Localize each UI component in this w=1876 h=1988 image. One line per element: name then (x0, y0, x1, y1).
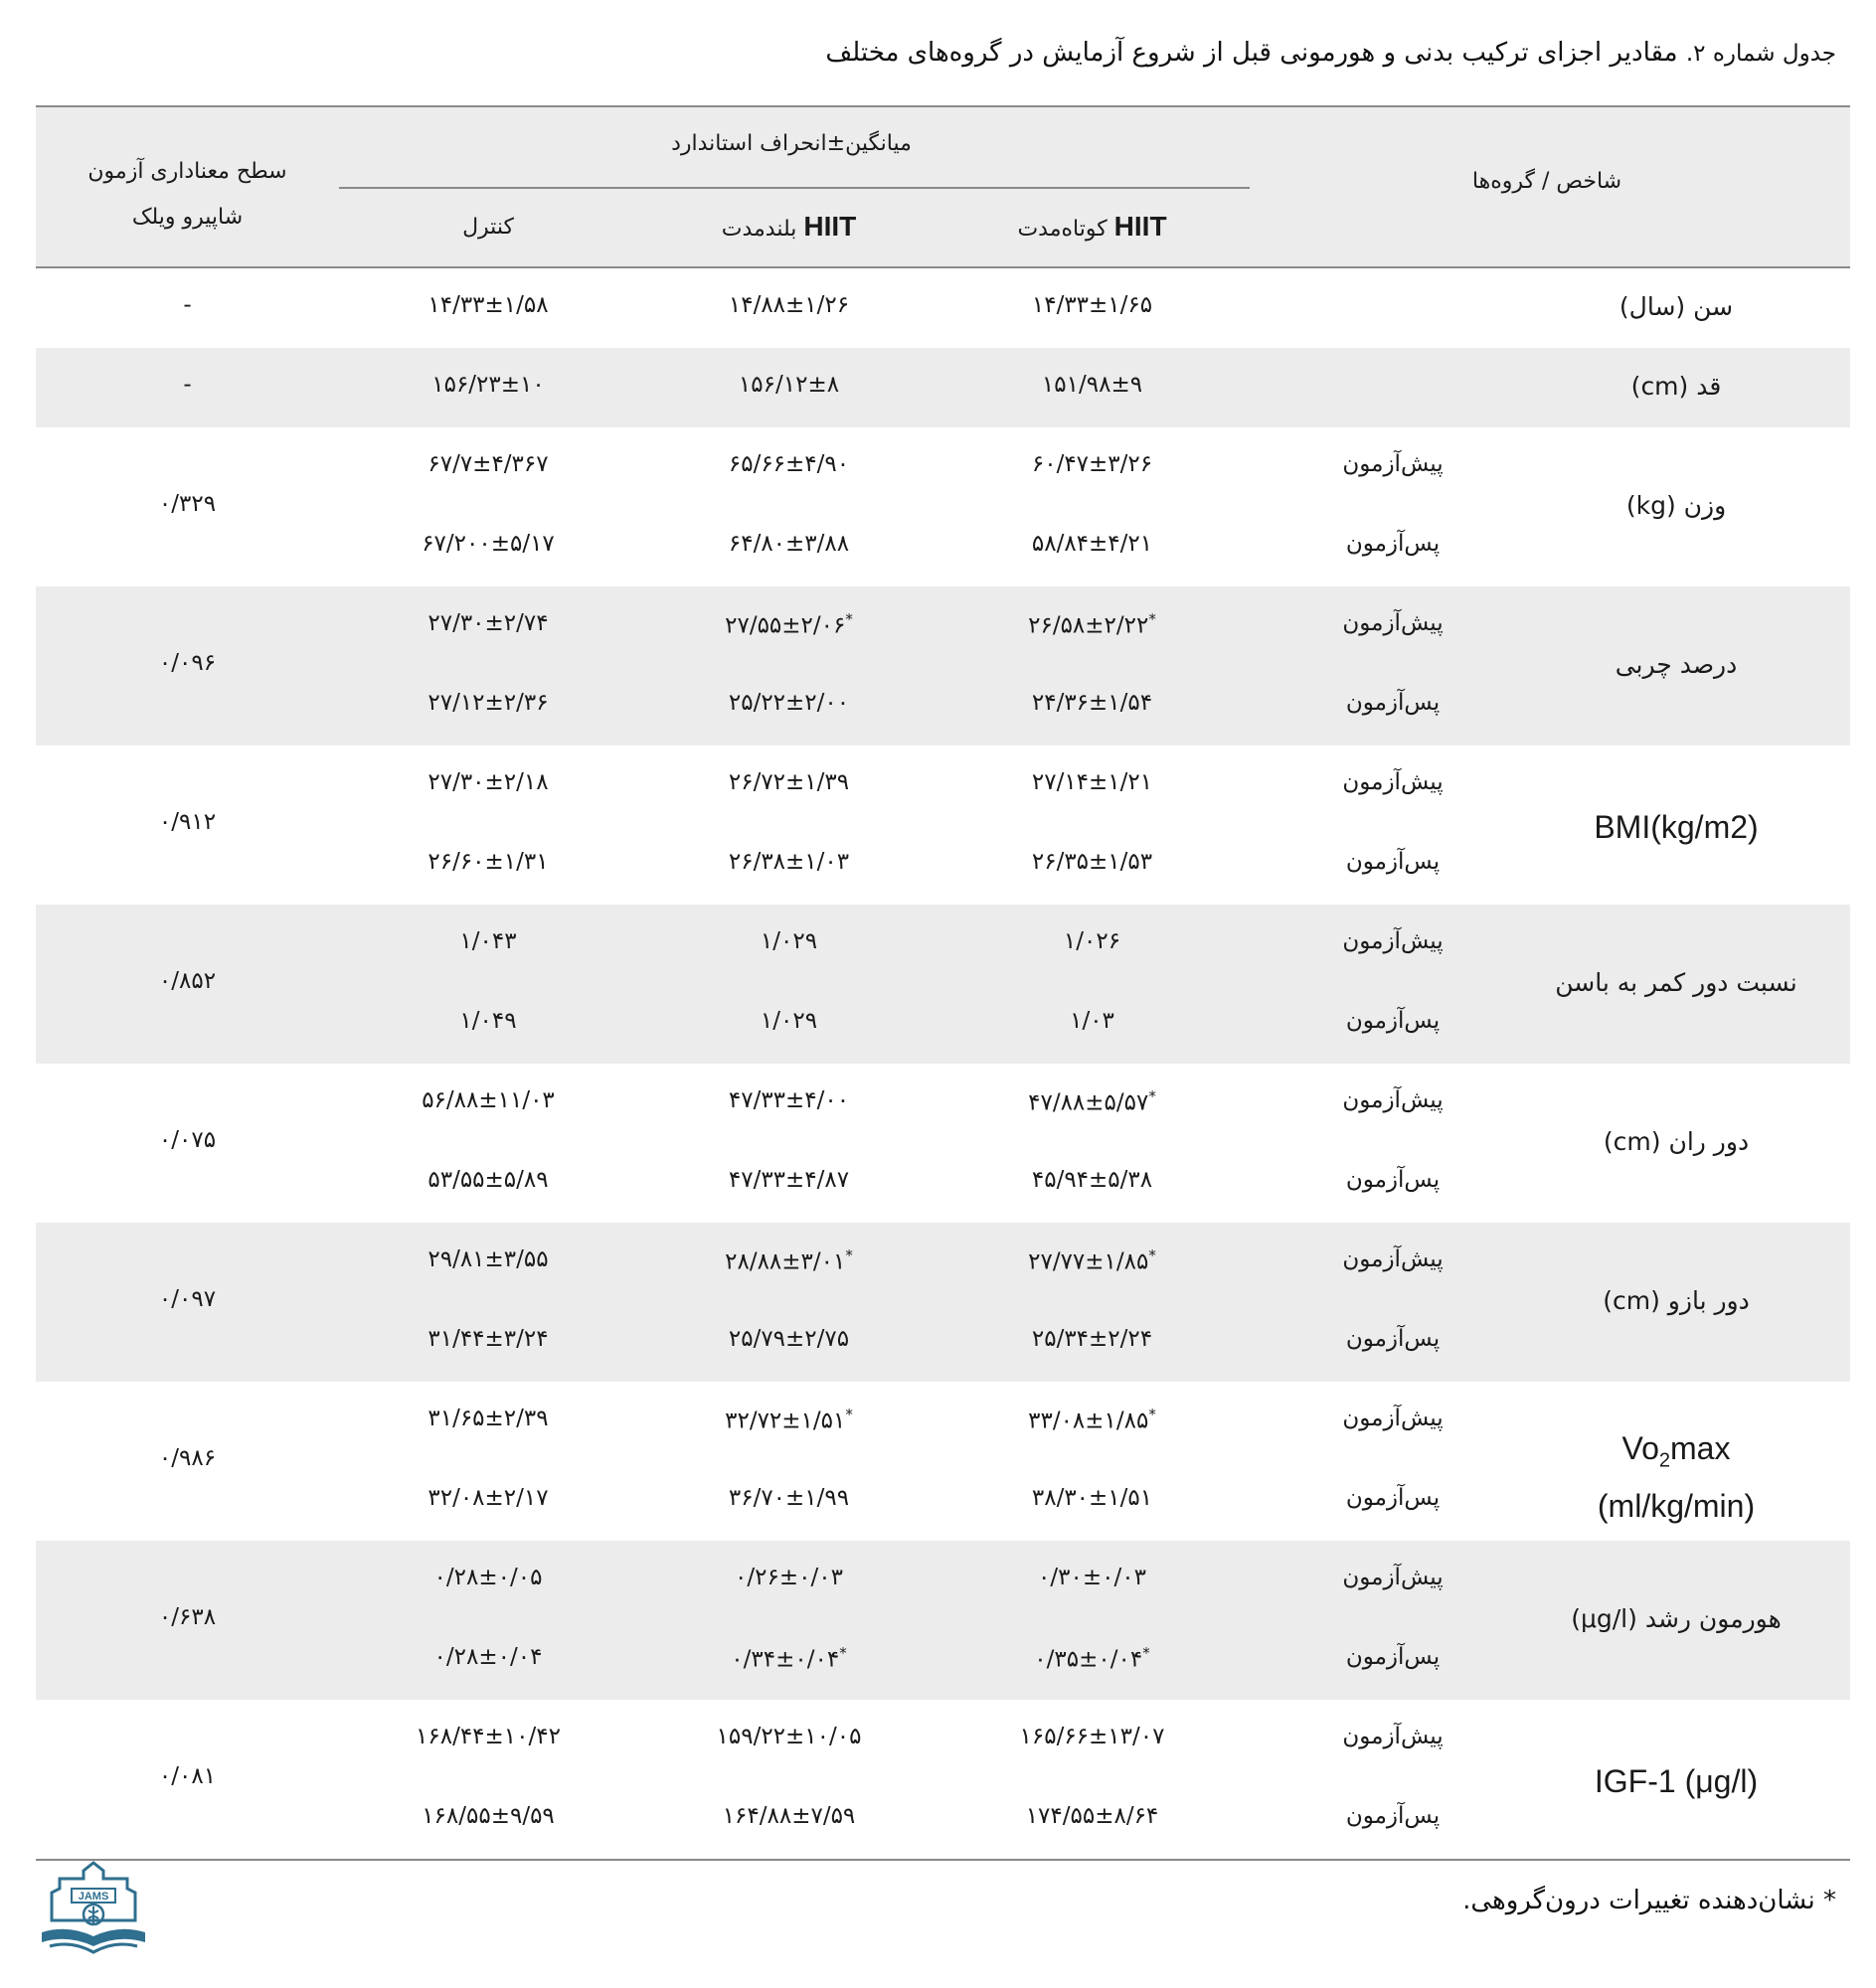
short-hiit-post: ۴۵/۹۴±۵/۳۸ (1031, 1167, 1153, 1193)
pre-test-label: پیش‌آزمون (1342, 928, 1444, 954)
control-post: ۲۷/۱۲±۲/۳۶ (427, 690, 549, 716)
header-short-hiit (940, 211, 1244, 243)
long-hiit-pre: ۴۷/۳۳±۴/۰۰ (728, 1087, 850, 1113)
short-hiit-pre: ۶۰/۴۷±۳/۲۶ (1031, 451, 1153, 477)
post-test-label: پس‌آزمون (1345, 1008, 1441, 1034)
significance-star: * (839, 1644, 847, 1662)
row-name: سن (سال) (1619, 292, 1734, 321)
long-hiit-post: ۳۶/۷۰±۱/۹۹ (728, 1485, 850, 1511)
short-hiit-value: ۱۴/۳۳±۱/۶۵ (1031, 292, 1153, 318)
short-hiit-pre: ۳۳/۰۸±۱/۸۵ (1028, 1408, 1149, 1434)
significance-star: * (845, 610, 853, 628)
control-post: ۱/۰۴۹ (459, 1008, 517, 1034)
long-hiit-post: ۴۷/۳۳±۴/۸۷ (728, 1167, 850, 1193)
short-hiit-pre: ۰/۳۰±۰/۰۳ (1038, 1565, 1146, 1590)
pre-test-label: پیش‌آزمون (1342, 1087, 1444, 1113)
long-hiit-post: ۰/۳۴±۰/۰۴ (731, 1646, 840, 1673)
post-test-label: پس‌آزمون (1345, 1803, 1441, 1829)
significance-star: * (1148, 1406, 1156, 1423)
significance-value: ۰/۹۱۲ (158, 809, 217, 835)
significance-star: * (1142, 1644, 1150, 1662)
control-post: ۲۶/۶۰±۱/۳۱ (427, 849, 549, 875)
control-pre: ۵۶/۸۸±۱۱/۰۳ (422, 1087, 555, 1113)
data-table (36, 105, 1850, 1861)
post-test-label: پس‌آزمون (1345, 849, 1441, 875)
header-significance-line1: سطح معناداری آزمون (87, 159, 287, 184)
table-caption (40, 38, 1836, 68)
jams-logo (36, 1859, 151, 1958)
long-hiit-value: ۱۴/۸۸±۱/۲۶ (728, 292, 850, 318)
long-hiit-pre: ۲۶/۷۲±۱/۳۹ (728, 769, 850, 795)
table-bottom-rule (36, 1859, 1850, 1861)
table-row (36, 1382, 1850, 1541)
short-hiit-post: ۱/۰۳ (1070, 1008, 1114, 1034)
control-value: ۱۴/۳۳±۱/۵۸ (427, 292, 549, 318)
short-hiit-pre-cell (940, 1087, 1244, 1116)
short-hiit-pre-cell (940, 610, 1244, 639)
significance-value: - (183, 372, 192, 398)
control-pre: ۳۱/۶۵±۲/۳۹ (427, 1406, 549, 1431)
pre-test-label: پیش‌آزمون (1342, 769, 1444, 795)
long-hiit-pre-cell (637, 1406, 940, 1434)
significance-value: ۰/۸۵۲ (158, 968, 217, 994)
long-hiit-value: ۱۵۶/۱۲±۸ (738, 372, 840, 398)
header-significance-line2: شاپیرو ویلک (131, 205, 244, 230)
control-post: ۳۲/۰۸±۲/۱۷ (427, 1485, 549, 1511)
control-post: ۵۳/۵۵±۵/۸۹ (427, 1167, 549, 1193)
pre-test-label: پیش‌آزمون (1342, 451, 1444, 477)
pre-test-label: پیش‌آزمون (1342, 1406, 1444, 1431)
significance-value: ۰/۰۹۶ (158, 650, 217, 676)
short-hiit-pre: ۲۷/۱۴±۱/۲۱ (1031, 769, 1153, 795)
table-row (36, 268, 1850, 348)
vo2-subscript: 2 (1658, 1449, 1671, 1472)
short-hiit-pre: ۲۷/۷۷±۱/۸۵ (1028, 1248, 1149, 1275)
long-hiit-post: ۱/۰۲۹ (760, 1008, 818, 1034)
short-hiit-pre: ۲۶/۵۸±۲/۲۲ (1028, 612, 1149, 639)
table-header (36, 105, 1850, 268)
control-post: ۱۶۸/۵۵±۹/۵۹ (422, 1803, 555, 1829)
pre-test-label: پیش‌آزمون (1342, 1246, 1444, 1272)
significance-star: * (845, 1246, 853, 1264)
pre-test-label: پیش‌آزمون (1342, 1724, 1444, 1749)
short-hiit-pre: ۴۷/۸۸±۵/۵۷ (1028, 1089, 1149, 1116)
table-row (36, 1223, 1850, 1382)
long-hiit-post: ۲۶/۳۸±۱/۰۳ (728, 849, 850, 875)
control-value: ۱۵۶/۲۳±۱۰ (431, 372, 545, 398)
long-hiit-pre: ۰/۲۶±۰/۰۳ (735, 1565, 843, 1590)
short-hiit-post: ۱۷۴/۵۵±۸/۶۴ (1025, 1803, 1159, 1829)
significance-value: - (183, 292, 192, 318)
table-row (36, 586, 1850, 746)
long-hiit-pre-cell (637, 1246, 940, 1275)
short-hiit-post: ۲۶/۳۵±۱/۵۳ (1031, 849, 1153, 875)
significance-star: * (1148, 610, 1156, 628)
caption-label: جدول شماره ۲. (1685, 41, 1836, 67)
long-hiit-post: ۶۴/۸۰±۳/۸۸ (728, 531, 850, 557)
vo2-name-a: Vo (1621, 1430, 1659, 1466)
short-hiit-post: ۲۴/۳۶±۱/۵۴ (1031, 690, 1153, 716)
header-long-hiit-label: HIIT (803, 211, 857, 242)
header-control: کنترل (462, 215, 514, 240)
row-name: وزن (kg) (1625, 491, 1727, 520)
row-name (1502, 1425, 1850, 1529)
row-name: IGF-1 (μg/l) (1594, 1763, 1759, 1799)
control-post: ۰/۲۸±۰/۰۴ (433, 1644, 543, 1670)
control-post: ۶۷/۲۰۰±۵/۱۷ (422, 531, 555, 557)
row-name: درصد چربی (1615, 650, 1738, 679)
long-hiit-pre: ۲۸/۸۸±۳/۰۱ (725, 1248, 846, 1275)
control-pre: ۶۷/۷±۴/۳۶۷ (427, 451, 549, 477)
significance-value: ۰/۶۳۸ (158, 1604, 217, 1630)
vo2-name-b: max (1670, 1430, 1731, 1466)
long-hiit-pre: ۶۵/۶۶±۴/۹۰ (728, 451, 850, 477)
short-hiit-post: ۵۸/۸۴±۴/۲۱ (1031, 531, 1153, 557)
pre-test-label: پیش‌آزمون (1342, 1565, 1444, 1590)
long-hiit-pre: ۱/۰۲۹ (760, 928, 818, 954)
significance-value: ۰/۹۸۶ (158, 1445, 217, 1471)
short-hiit-post-cell (940, 1644, 1244, 1673)
table-row (36, 905, 1850, 1064)
long-hiit-pre: ۱۵۹/۲۲±۱۰/۰۵ (716, 1724, 862, 1749)
header-long-suffix: بلندمدت (721, 217, 797, 242)
vo2-unit: (ml/kg/min) (1597, 1488, 1756, 1525)
long-hiit-pre-cell (637, 610, 940, 639)
control-pre: ۲۷/۳۰±۲/۱۸ (427, 769, 549, 795)
post-test-label: پس‌آزمون (1345, 1485, 1441, 1511)
long-hiit-post: ۲۵/۷۹±۲/۷۵ (728, 1326, 850, 1352)
short-hiit-value: ۱۵۱/۹۸±۹ (1041, 372, 1143, 398)
significance-value: ۰/۰۷۵ (158, 1127, 217, 1153)
header-long-hiit (637, 211, 940, 243)
post-test-label: پس‌آزمون (1345, 1326, 1441, 1352)
post-test-label: پس‌آزمون (1345, 531, 1441, 557)
header-short-hiit-label: HIIT (1113, 211, 1167, 242)
significance-value: ۰/۰۸۱ (158, 1763, 217, 1789)
significance-value: ۰/۰۹۷ (158, 1286, 217, 1312)
post-test-label: پس‌آزمون (1345, 690, 1441, 716)
row-name: هورمون رشد (μg/l) (1571, 1604, 1782, 1633)
row-name: دور بازو (cm) (1603, 1286, 1750, 1315)
short-hiit-post: ۲۵/۳۴±۲/۲۴ (1031, 1326, 1153, 1352)
short-hiit-pre-cell (940, 1406, 1244, 1434)
control-post: ۳۱/۴۴±۳/۲۴ (427, 1326, 549, 1352)
table-row (36, 1064, 1850, 1223)
control-pre: ۲۹/۸۱±۳/۵۵ (427, 1246, 549, 1272)
header-index-groups: شاخص / گروه‌ها (1471, 169, 1622, 194)
header-short-suffix: کوتاه‌مدت (1017, 217, 1108, 242)
row-name: BMI(kg/m2) (1594, 809, 1759, 845)
significance-star: * (845, 1406, 853, 1423)
header-mean-sd: میانگین±انحراف استاندارد (671, 131, 912, 156)
row-name: دور ران (cm) (1603, 1127, 1750, 1156)
header-divider (339, 187, 1250, 189)
long-hiit-post: ۲۵/۲۲±۲/۰۰ (728, 690, 850, 716)
table-row (36, 1541, 1850, 1700)
header-significance (36, 149, 339, 241)
row-name: قد (cm) (1630, 372, 1722, 401)
caption-text: مقادیر اجزای ترکیب بدنی و هورمونی قبل از شروع آزمایش در گروه‌های مختلف (825, 38, 1678, 68)
short-hiit-pre-cell (940, 1246, 1244, 1275)
short-hiit-post: ۰/۳۵±۰/۰۴ (1034, 1646, 1143, 1673)
long-hiit-pre: ۲۷/۵۵±۲/۰۶ (725, 612, 846, 639)
post-test-label: پس‌آزمون (1345, 1644, 1441, 1670)
long-hiit-pre: ۳۲/۷۲±۱/۵۱ (725, 1408, 846, 1434)
post-test-label: پس‌آزمون (1345, 1167, 1441, 1193)
long-hiit-post: ۱۶۴/۸۸±۷/۵۹ (722, 1803, 856, 1829)
significance-star: * (1148, 1087, 1156, 1105)
short-hiit-post: ۳۸/۳۰±۱/۵۱ (1031, 1485, 1153, 1511)
table-row (36, 1700, 1850, 1859)
row-name: نسبت دور کمر به باسن (1555, 968, 1797, 997)
short-hiit-pre: ۱۶۵/۶۶±۱۳/۰۷ (1019, 1724, 1165, 1749)
significance-value: ۰/۳۲۹ (158, 491, 217, 517)
table-row (36, 427, 1850, 586)
logo-text: JAMS (78, 1891, 109, 1903)
table-row (36, 746, 1850, 905)
significance-star: * (1148, 1246, 1156, 1264)
long-hiit-post-cell (637, 1644, 940, 1673)
pre-test-label: پیش‌آزمون (1342, 610, 1444, 636)
control-pre: ۰/۲۸±۰/۰۵ (433, 1565, 543, 1590)
control-pre: ۲۷/۳۰±۲/۷۴ (427, 610, 549, 636)
control-pre: ۱۶۸/۴۴±۱۰/۴۲ (416, 1724, 561, 1749)
table-row (36, 348, 1850, 427)
short-hiit-pre: ۱/۰۲۶ (1063, 928, 1121, 954)
control-pre: ۱/۰۴۳ (459, 928, 517, 954)
footnote: * نشان‌دهنده تغییرات درون‌گروهی. (1462, 1886, 1836, 1915)
